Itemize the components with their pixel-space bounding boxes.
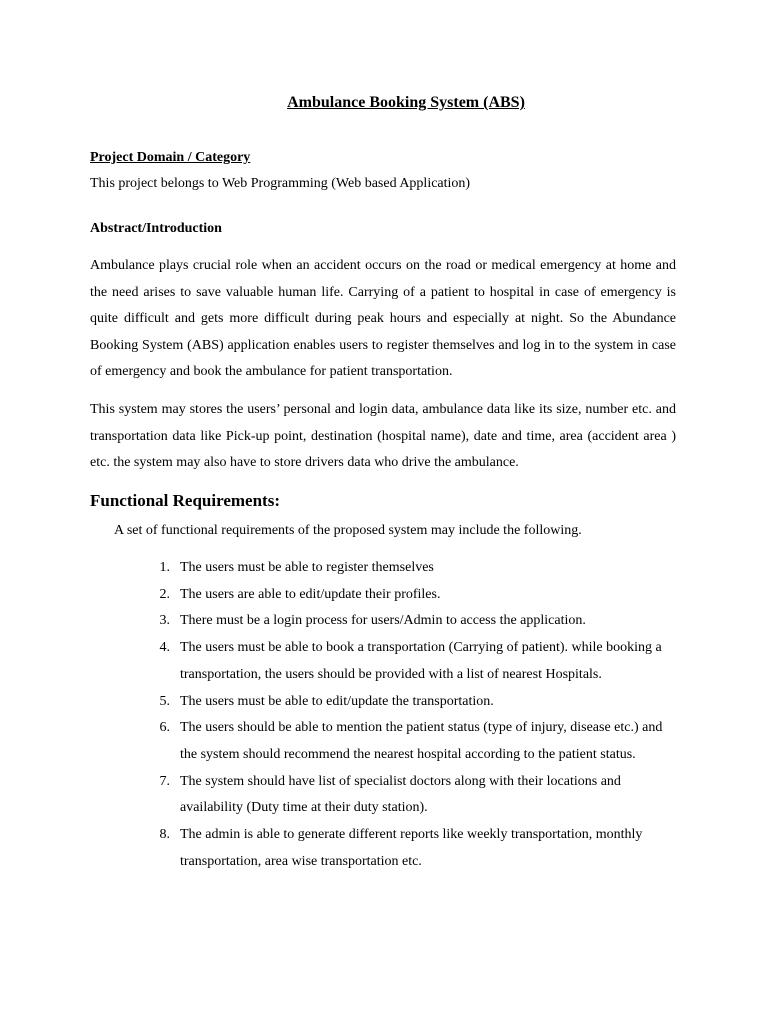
list-item-text: The users must be able to book a transportation (Carrying of patient). while booking a transportation, the users should be provided with a list of nearest Hospitals. bbox=[180, 640, 662, 682]
list-item-text: The admin is able to generate different reports like weekly transportation, monthly transportation, area wise transportation etc. bbox=[180, 827, 643, 869]
list-item-number: 8. bbox=[159, 827, 170, 843]
list-item-text: The users should be able to mention the patient status (type of injury, disease etc.) and the system should recommend the nearest hospital according to the patient status. bbox=[180, 720, 663, 762]
list-item bbox=[150, 715, 670, 768]
list-item-text: The users must be able to edit/update the transportation. bbox=[180, 693, 494, 709]
list-item-number: 5. bbox=[159, 693, 170, 709]
list-item bbox=[150, 822, 670, 875]
list-item bbox=[150, 689, 670, 716]
list-item-text: The users are able to edit/update their profiles. bbox=[180, 586, 441, 602]
functional-requirements-heading: Functional Requirements: bbox=[90, 491, 280, 510]
list-item bbox=[150, 608, 670, 635]
list-item-text: The users must be able to register themselves bbox=[180, 560, 434, 575]
abstract-paragraph-1: Ambulance plays crucial role when an accident occurs on the road or medical emergency at home and the need arises to save valuable human life. Carrying of a patient to hospital in case of emergency is quite difficult and gets more difficult during peak hours and especially at night. So the Abundance Booking System (ABS) application enables users to register themselves and log in to the system in case of emergency and book the ambulance for patient transportation. bbox=[90, 258, 676, 379]
domain-text: This project belongs to Web Programming (Web based Application) bbox=[90, 176, 471, 191]
domain-heading: Project Domain / Category bbox=[90, 150, 251, 165]
list-item-number: 7. bbox=[159, 773, 170, 789]
list-item bbox=[150, 769, 670, 822]
abstract-paragraph-2: This system may stores the users’ personal and login data, ambulance data like its size, number etc. and transportation data like Pick-up point, destination (hospital name), date and time, area (accident area ) etc. the system may also have to store drivers data who drive the ambulance. bbox=[90, 402, 676, 470]
list-item-number: 6. bbox=[159, 720, 170, 736]
list-item bbox=[150, 555, 670, 582]
functional-requirements-intro: A set of functional requirements of the proposed system may include the following. bbox=[114, 523, 582, 538]
list-item bbox=[150, 635, 670, 688]
list-item-number: 2. bbox=[159, 586, 170, 602]
requirements-list bbox=[150, 555, 670, 875]
list-item-text: The system should have list of specialist doctors along with their locations and availability (Duty time at their duty station). bbox=[180, 773, 621, 816]
document-title: Ambulance Booking System (ABS) bbox=[287, 94, 525, 111]
list-item-number: 4. bbox=[159, 640, 170, 656]
list-item bbox=[150, 582, 670, 609]
list-item-number: 1. bbox=[159, 560, 170, 575]
list-item-text: There must be a login process for users/Admin to access the application. bbox=[180, 613, 586, 629]
list-item-number: 3. bbox=[159, 613, 170, 629]
abstract-heading: Abstract/Introduction bbox=[90, 221, 222, 236]
